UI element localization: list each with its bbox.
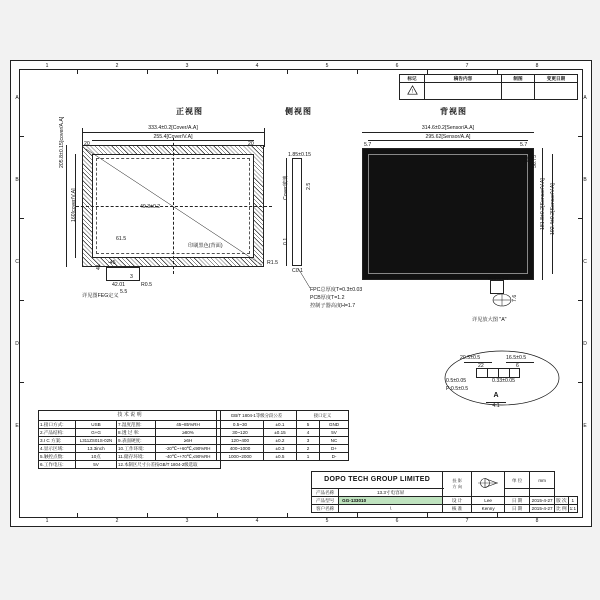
date-label-2: 日 期 — [505, 505, 530, 513]
revision-table: 标记 稿告内容 制图 变更日期 ! — [399, 74, 578, 100]
zone-tick — [427, 513, 428, 517]
side-dim-line — [286, 158, 287, 266]
scale-value: 1:1 — [569, 506, 576, 511]
front-dim-line-left1 — [66, 145, 67, 267]
drawing-paper — [10, 60, 592, 527]
approver-value: Kenny — [472, 505, 505, 513]
designer-label: 设 计 — [443, 497, 472, 505]
zone-tick — [20, 300, 24, 301]
front-diagonal-leader — [82, 145, 266, 269]
revision-warning-cell — [400, 83, 425, 100]
side-view-title: 侧视图 — [285, 107, 312, 116]
front-ext-line — [264, 128, 265, 147]
approver-label: 核 准 — [443, 505, 472, 513]
product-name-value: 13.3寸电容屏 — [339, 489, 443, 497]
rear-dim-line-top1 — [362, 132, 534, 133]
svg-text:!: ! — [411, 89, 413, 95]
detail-scale: 4:1 — [492, 403, 500, 409]
zone-tick — [578, 218, 582, 219]
side-glass-section — [292, 158, 302, 266]
rear-sensor-area — [368, 154, 528, 274]
zone-tick — [217, 513, 218, 517]
zone-tick — [77, 70, 78, 74]
front-fpc-tail — [106, 267, 140, 281]
zone-tick — [217, 70, 218, 74]
title-block — [311, 471, 578, 513]
first-angle-projection-icon — [477, 477, 499, 489]
scale-label: 比 例 — [556, 506, 567, 511]
zone-tick — [287, 70, 288, 74]
front-dim-line-top2 — [92, 140, 254, 141]
zone-tick — [20, 382, 24, 383]
front-ext-line — [82, 128, 83, 147]
date-value-2: 2015-4-27 — [530, 505, 555, 513]
side-callout-leader — [296, 266, 316, 294]
date-value-1: 2015-4-27 — [530, 497, 555, 505]
zone-tick — [357, 513, 358, 517]
zone-tick — [578, 300, 582, 301]
designer-value: Lee — [472, 497, 505, 505]
product-name-label: 产品名称 — [312, 489, 339, 497]
customer-label: 客户名称 — [312, 505, 339, 513]
zone-tick — [578, 136, 582, 137]
detail-pad-div — [498, 368, 499, 378]
zone-tick — [287, 513, 288, 517]
detail-dim-line2 — [506, 362, 534, 363]
zone-tick — [497, 513, 498, 517]
front-dim-line-top1 — [82, 132, 264, 133]
zone-tick — [20, 218, 24, 219]
zone-tick — [147, 513, 148, 517]
version-label: 版 次 — [556, 498, 567, 503]
zone-tick — [578, 382, 582, 383]
warning-triangle-icon — [407, 85, 418, 95]
detail-label: A — [493, 392, 499, 399]
unit-value: mm — [530, 472, 555, 489]
detail-pad-div — [487, 368, 488, 378]
unit-label: 单 位 — [505, 472, 530, 489]
detail-pad-div — [509, 368, 510, 378]
tech-spec-table: 技 术 说 明 1.接口方式: USB 7.湿度范围: 45~85%RH 2.产品结构: G+G 8.透 过 率: ≥80% 3.I C 方案: L311ZS01S-02N 9.表面硬度: ≥6H 4.显示区域: 13.3inch 10.工作环境: -20℃~+60℃,≤90%RH 5.触控点数: 10点 11.储存环境: -40℃~+70℃,≤90%RH 6.工作电压: 5V 12.本制区尺寸公差按GB/T 1804-2级选取 — [38, 410, 221, 469]
tolerance-table: GB/T 1804-1等级分段公差 0.5~30 ±0.1 30~120 ±0.15 120~400 ±0.2 400~1000 ±0.3 1000~2000 ±0.5 — [216, 410, 297, 461]
model-value: GG-133010 — [339, 497, 443, 505]
zone-tick — [357, 70, 358, 74]
drawing-frame: 1 2 3 4 5 6 7 8 1 2 3 4 5 6 7 8 A B C D E A B C D E 标记 稿告内容 制图 变更日期 ! 正视图 333.4±0.2[Cover/A.A] 255.4[Cover/V.A] 20 20 205.8±0.15[cover/A.A] 160[cover/V.A] 61.5 印刷黑色(背面) R1.5 49.3±0.2 41 -45 3 42.01 5.5 R0.5 详见图FEG定义 侧视图 1.85±0.15 Cover玻璃 2.5 0.1 C0.1 FPC总厚度T=0.3±0.03 PCB厚度T=1.2 控制子器高度H=1.7 背视图 314.6±0.2[Sensor/A.A] 295.62[Sensor/A.A] 5.7 5.7 181.8±0.2[Sensor/V.A] 192.4±0.2[Sensor/V.A] 56.75 23 SI1896-501 详见放大图 "A" 7.6 20.5±0.5 16.5±0.5 22 6 0.5±0.05 0.33±0.05 P:0.5±0.5 A 4:1 技 术 说 明 1.接口方式: USB 7.湿度范围: 45~85%RH 2.产品结构: G+G 8.透 过 率: ≥80% 3.I C 方案: L311ZS01S-02N 9.表面硬度: ≥6H 4.显示区域: 13.3inch 10.工作环境: -20℃~+60℃,≤90%RH 5.触控点数: 10点 11.储存环境: -40℃~+70℃,≤90%RH 6.工作电压: 5V 12.本制区尺寸公差按GB/T 1804-2级选取 GB/T 1804-1等级分段公差 0.5~30 ±0.1 30~120 ±0.15 120~400 ±0.2 400~1000 ±0.3 1000~2000 ±0.5 接口定义 5 GND 4 5V 3 NC 2 D+ 1 D- DOPO TECH GROUP LIMITED 投 影 方 向 单 位 mm 产品名称 13.3寸电容屏 产品型号 GG-133010 设 计 Lee 日 期 2015-4-27 版 次 1 客户名称 \ 核 准 Kenny 日 期 2015-4-27 比 例 1:1 — [15, 63, 587, 524]
projection-label: 投 影 方 向 — [443, 472, 472, 497]
version-value: 1 — [568, 497, 577, 505]
front-view-title: 正视图 — [176, 107, 203, 116]
rear-dim-line-top2 — [368, 140, 528, 141]
date-label-1: 日 期 — [505, 497, 530, 505]
pin-definition-table: 接口定义 5 GND 4 5V 3 NC 2 D+ 1 D- — [296, 410, 349, 461]
zone-tick — [77, 513, 78, 517]
company-name: DOPO TECH GROUP LIMITED — [312, 472, 443, 489]
zone-tick — [20, 136, 24, 137]
rear-view-title: 背视图 — [440, 107, 467, 116]
projection-symbol — [472, 472, 505, 497]
customer-value: \ — [339, 505, 443, 513]
zone-tick — [147, 70, 148, 74]
model-label: 产品型号 — [312, 497, 339, 505]
